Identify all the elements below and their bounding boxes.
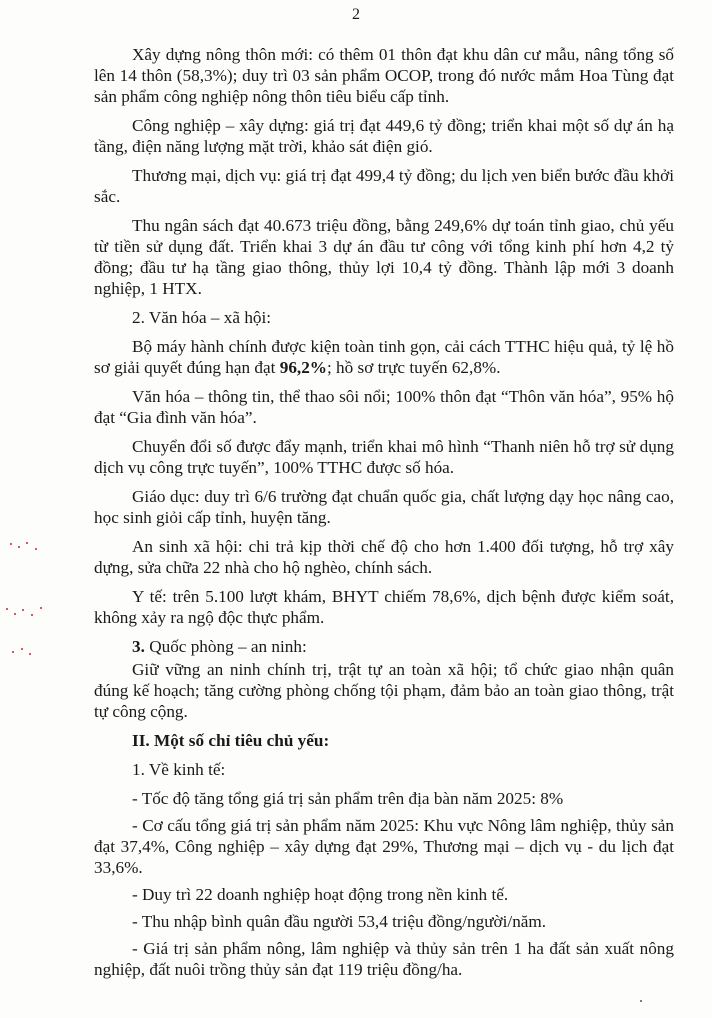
heading-chi-tieu-chu-yeu: II. Một số chỉ tiêu chủ yếu:: [132, 731, 330, 750]
paragraph-thu-ngan-sach: Thu ngân sách đạt 40.673 triệu đồng, bằng 249,6% dự toán tỉnh giao, chủ yếu từ tiền sử dụng đất. Triển khai 3 dự án đầu tư công với tổng kinh phí hơn 4,2 tỷ đồng; đầu tư hạ tầng giao thông, thủy lợi 10,4 tỷ đồng. Thành lập mới 3 doanh nghiệp, 1 HTX.: [94, 216, 674, 298]
paragraph-an-sinh-xa-hoi: An sinh xã hội: chi trả kịp thời chế độ cho hơn 1.400 đối tượng, hỗ trợ xây dựng, sửa chữa 22 nhà cho hộ nghèo, chính sách.: [94, 537, 674, 577]
stamp-bleed-mark-3: [4, 646, 50, 660]
stamp-bleed-mark-2: [4, 604, 50, 618]
heading-van-hoa-xa-hoi: 2. Văn hóa – xã hội:: [132, 308, 272, 327]
paragraph-bo-may-hanh-chinh: [94, 336, 674, 378]
bullet-toc-do-tang: - Tốc độ tăng tổng giá trị sản phẩm trên địa bàn năm 2025: 8%: [132, 789, 564, 808]
paragraph-y-te: Y tế: trên 5.100 lượt khám, BHYT chiếm 78,6%, dịch bệnh được kiểm soát, không xảy ra ngộ độc thực phẩm.: [94, 587, 674, 627]
paragraph-giao-duc: Giáo dục: duy trì 6/6 trường đạt chuẩn quốc gia, chất lượng dạy học nâng cao, học sinh giỏi cấp tỉnh, huyện tăng.: [94, 487, 674, 527]
stamp-bleed-mark-1: [4, 540, 50, 554]
paragraph-van-hoa-thong-tin: Văn hóa – thông tin, thể thao sôi nổi; 100% thôn đạt “Thôn văn hóa”, 95% hộ đạt “Gia đình văn hóa”.: [94, 387, 674, 427]
text-segment: ; hồ sơ trực tuyến 62,8%.: [326, 358, 501, 377]
page-number: 2: [352, 6, 360, 23]
paragraph-cong-nghiep: Công nghiệp – xây dựng: giá trị đạt 449,6 tỷ đồng; triển khai một số dự án hạ tầng, điện năng lượng mặt trời, khảo sát điện gió.: [94, 116, 674, 156]
document-body: [94, 44, 674, 986]
scan-dot: [640, 1000, 642, 1002]
text-segment: Bộ máy hành chính được kiện toàn tinh gọn, cải cách TTHC hiệu quả, tỷ lệ hồ sơ giải quyết đúng hạn đạt: [94, 337, 674, 377]
paragraph-chuyen-doi-so: Chuyển đổi số được đẩy mạnh, triển khai mô hình “Thanh niên hỗ trợ sử dụng dịch vụ công trực tuyến”, 100% TTHC được số hóa.: [94, 437, 674, 477]
bullet-co-cau: - Cơ cấu tổng giá trị sản phẩm năm 2025: Khu vực Nông lâm nghiệp, thủy sản đạt 37,4%, Công nghiệp – xây dựng đạt 29%, Thương mại – dịch vụ - du lịch đạt 33,6%.: [94, 816, 674, 877]
paragraph-an-ninh-chinh-tri: Giữ vững an ninh chính trị, trật tự an toàn xã hội; tổ chức giao nhận quân đúng kế hoạch; tăng cường phòng chống tội phạm, đảm bảo an toàn giao thông, trật tự công cộng.: [94, 660, 674, 721]
heading-text: Quốc phòng – an ninh:: [144, 637, 307, 656]
heading-number: 3.: [132, 637, 145, 656]
paragraph-nong-thon-moi: Xây dựng nông thôn mới: có thêm 01 thôn đạt khu dân cư mẫu, nâng tổng số lên 14 thôn (58,3%); duy trì 03 sản phẩm OCOP, trong đó nước mắm Hoa Tùng đạt sản phẩm công nghiệp nông thôn tiêu biểu cấp tỉnh.: [94, 45, 674, 106]
heading-quoc-phong-an-ninh: [94, 636, 674, 657]
bullet-doanh-nghiep: - Duy trì 22 doanh nghiệp hoạt động trong nền kinh tế.: [132, 885, 509, 904]
bullet-gia-tri-san-pham: - Giá trị sản phẩm nông, lâm nghiệp và thủy sản trên 1 ha đất sản xuất nông nghiệp, đất nuôi trồng thủy sản đạt 119 triệu đồng/ha.: [94, 939, 674, 979]
bullet-thu-nhap: - Thu nhập bình quân đầu người 53,4 triệu đồng/người/năm.: [132, 912, 547, 931]
paragraph-thuong-mai: Thương mại, dịch vụ: giá trị đạt 499,4 tỷ đồng; du lịch ven biển bước đầu khởi sắc.: [94, 166, 674, 206]
highlight-percentage: 96,2%: [279, 358, 327, 377]
heading-ve-kinh-te: 1. Về kinh tế:: [132, 760, 226, 779]
